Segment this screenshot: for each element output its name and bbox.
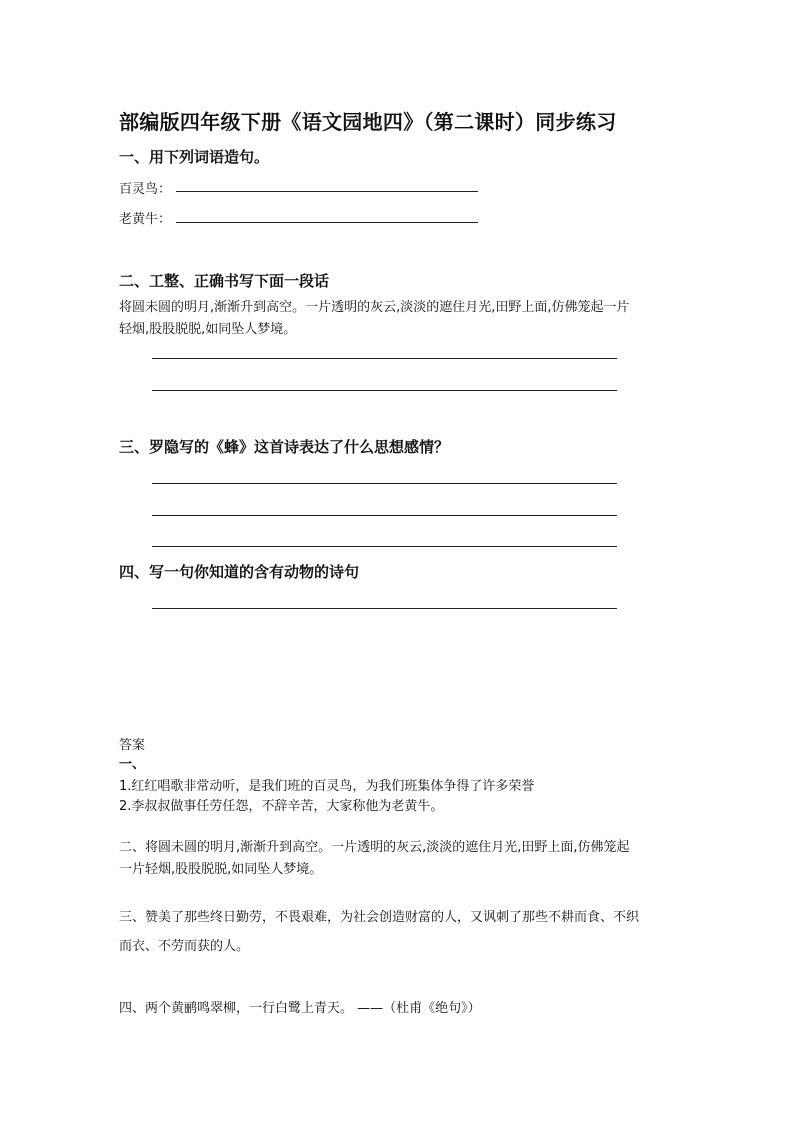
answer-4-poem-line: 四、两个黄鹂鸣翠柳，一行白鹭上青天。 ——（杜甫《绝句》） [119, 1001, 481, 1016]
q2-passage-line-1: 将圆未圆的明月,渐渐升到高空。一片透明的灰云,淡淡的遮住月光,田野上面,仿佛笼起一片 [119, 300, 630, 315]
answer-3-line-2: 而衣、不劳而获的人。 [119, 939, 250, 954]
answer-1-heading: 一、 [119, 757, 146, 772]
q2-writing-line-2[interactable] [152, 390, 617, 391]
q2-writing-line-1[interactable] [152, 358, 617, 359]
q3-answer-line-2[interactable] [152, 515, 617, 516]
question-2-heading: 二、工整、正确书写下面一段话 [119, 272, 330, 290]
q1-item-bailingniao-label: 百灵鸟： [119, 182, 172, 197]
page-title: 部编版四年级下册《语文园地四》（第二课时）同步练习 [119, 110, 617, 134]
question-1-heading: 一、用下列词语造句。 [119, 148, 270, 166]
q4-answer-line[interactable] [152, 608, 617, 609]
question-3-heading: 三、罗隐写的《蜂》这首诗表达了什么思想感情？ [119, 438, 450, 456]
question-4-heading: 四、写一句你知道的含有动物的诗句 [119, 563, 360, 581]
answer-1-sentence-1: 1.红红唱歌非常动听，是我们班的百灵鸟，为我们班集体争得了许多荣誉 [119, 779, 535, 794]
q1-answer-line-1[interactable] [176, 191, 478, 192]
q3-answer-line-3[interactable] [152, 546, 617, 547]
answer-2-line-2: 一片轻烟,股股脱脱,如同坠人梦境。 [119, 862, 323, 877]
answers-label: 答案 [119, 738, 146, 753]
answer-1-sentence-2: 2.李叔叔做事任劳任怨，不辞辛苦，大家称他为老黄牛。 [119, 799, 444, 814]
answer-3-line-1: 三、赞美了那些终日勤劳，不畏艰难，为社会创造财富的人，又讽刺了那些不耕而食、不织 [119, 910, 640, 925]
q1-answer-line-2[interactable] [176, 222, 478, 223]
q3-answer-line-1[interactable] [152, 483, 617, 484]
q1-item-laohuangniu-label: 老黄牛： [119, 212, 172, 227]
answer-2-line-1: 二、将圆未圆的明月,渐渐升到高空。一片透明的灰云,淡淡的遮住月光,田野上面,仿佛笼起 [119, 840, 630, 855]
q2-passage-line-2: 轻烟,股股脱脱,如同坠人梦境。 [119, 322, 297, 337]
